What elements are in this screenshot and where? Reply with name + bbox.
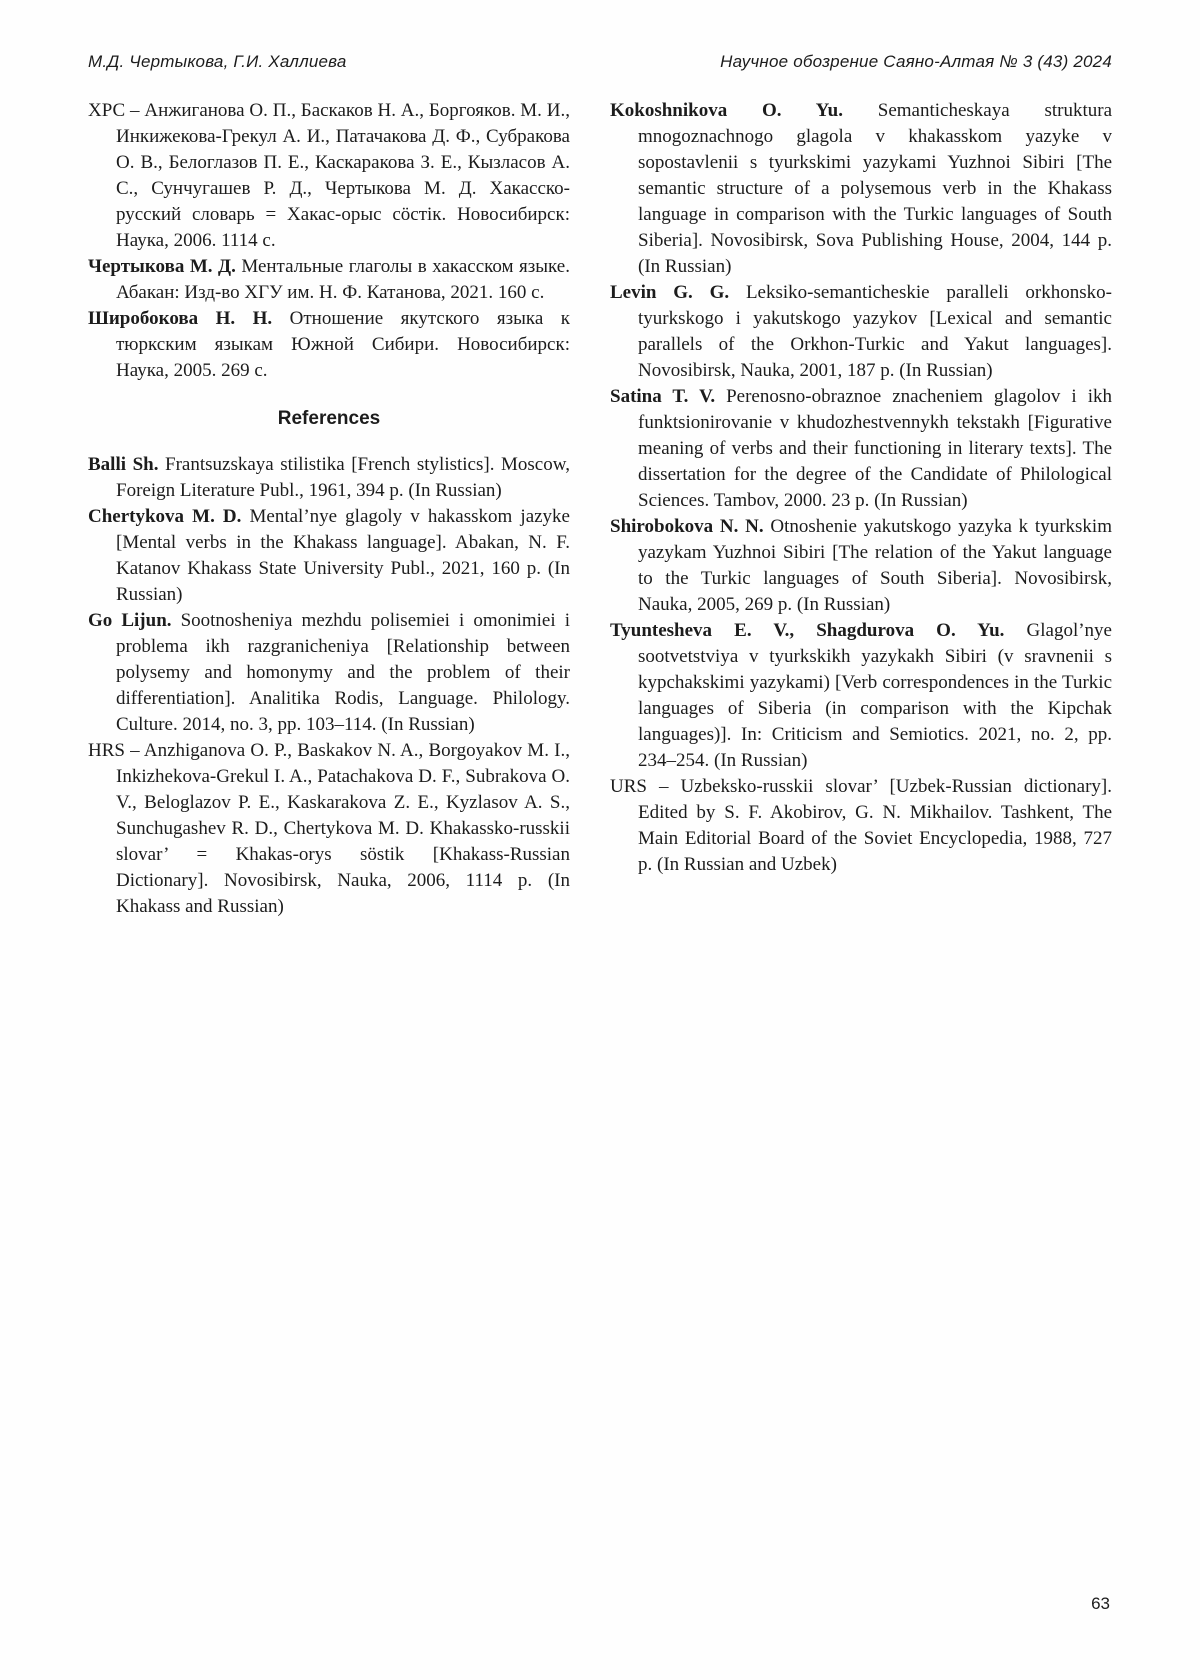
reference-author: Go Lijun. [88,610,172,631]
reference-text: Semanticheskaya struktura mnogoznachnogo glagola v khakasskom yazyke v sopostavlenii s tyurkskimi yazykami Yuzhnoi Sibiri [The semantic structure of a polysemous verb in the Khakass language in comparison with the Turkic languages of South Siberia]. Novosibirsk, Sova Publishing House, 2004, 144 p. (In Russian) [638,100,1112,277]
reference-entry [610,774,1112,878]
reference-author: Balli Sh. [88,454,159,475]
left-column [88,98,570,920]
reference-text: ХРС – Анжиганова О. П., Баскаков Н. А., Боргояков. М. И., Инкижекова-Грекул А. И., Патачакова Д. Ф., Субракова О. В., Белоглазов П. Е., Каскаракова З. Е., Кызласов А. С., Сунчугашев Р. Д., Чертыкова М. Д. Хакасско-русский словарь = Хакас-орыс сöстік. Новосибирск: Наука, 2006. 1114 с. [88,100,570,251]
reference-text: Отношение якутского языка к тюркским языкам Южной Сибири. Новосибирск: Наука, 2005. 269 с. [116,308,571,381]
reference-entry [88,608,570,738]
reference-entry [88,504,570,608]
references-columns [88,98,1112,920]
reference-text: Leksiko-semanticheskie paralleli orkhonsko-tyurkskogo i yakutskogo yazykov [Lexical and semantic parallels of the Orkhon-Turkic and Yakut languages]. Novosibirsk, Nauka, 2001, 187 p. (In Russian) [638,282,1112,381]
page-header [88,52,1112,72]
header-journal-title: Научное обозрение Саяно-Алтая № 3 (43) 2024 [720,52,1112,71]
reference-author: Чертыкова М. Д. [88,256,236,277]
reference-entry [88,254,570,306]
reference-text: Ментальные глаголы в хакасском языке. Абакан: Изд-во ХГУ им. Н. Ф. Катанова, 2021. 160 с. [116,256,570,303]
reference-author: Levin G. G. [610,282,730,303]
reference-author: Kokoshnikova O. Yu. [610,100,843,121]
reference-text: Mental’nye glagoly v hakasskom jazyke [Mental verbs in the Khakass language]. Abakan, N. F. Katanov Khakass State University Publ., 2021, 160 p. (In Russian) [116,506,570,605]
reference-author: Shirobokova N. N. [610,516,764,537]
reference-text: Perenosno-obraznoe znacheniem glagolov i ikh funktsionirovanie v khudozhestvennykh tekstakh [Figurative meaning of verbs and their functioning in literary texts]. The dissertation for the degree of the Candidate of Philological Sciences. Tambov, 2000. 23 p. (In Russian) [638,386,1112,511]
reference-entry [610,618,1112,774]
header-authors: М.Д. Чертыкова, Г.И. Халлиева [88,52,347,71]
reference-text: Glagol’nye sootvetstviya v tyurkskikh yazykakh Sibiri (v sravnenii s kypchakskimi yazykami) [Verb correspondences in the Turkic languages of Siberia (in comparison with the Kipchak languages)]. In: Criticism and Semiotics. 2021, no. 2, pp. 234–254. (In Russian) [638,620,1112,771]
reference-entry [88,98,570,254]
reference-text: URS – Uzbeksko-russkii slovar’ [Uzbek-Russian dictionary]. Edited by S. F. Akobirov, G. N. Mikhailov. Tashkent, The Main Editorial Board of the Soviet Encyclopedia, 1988, 727 p. (In Russian and Uzbek) [610,776,1112,875]
reference-text: HRS – Anzhiganova O. P., Baskakov N. A., Borgoyakov M. I., Inkizhekova-Grekul I. A., Patachakova D. F., Subrakova O. V., Beloglazov P. E., Kaskarakova Z. E., Kyzlasov A. S., Sunchugashev R. D., Chertykova M. D. Khakassko-russkii slovar’ = Khakas-orys söstik [Khakass-Russian Dictionary]. Novosibirsk, Nauka, 2006, 1114 p. (In Khakass and Russian) [88,740,570,917]
reference-entry [88,452,570,504]
reference-entry [88,306,570,384]
reference-entry [610,98,1112,280]
reference-text: Sootnosheniya mezhdu polisemiei i omonimiei i problema ikh razgranicheniya [Relationship between polysemy and homonymy and the problem of their differentiation]. Analitika Rodis, Language. Philology. Culture. 2014, no. 3, pp. 103–114. (In Russian) [116,610,570,735]
reference-entry [610,280,1112,384]
reference-text: Otnoshenie yakutskogo yazyka k tyurkskim yazykam Yuzhnoi Sibiri [The relation of the Yakut language to the Turkic languages of South Siberia]. Novosibirsk, Nauka, 2005, 269 p. (In Russian) [638,516,1112,615]
right-column [610,98,1112,920]
reference-text: Frantsuzskaya stilistika [French stylistics]. Moscow, Foreign Literature Publ., 1961, 394 p. (In Russian) [116,454,570,501]
references-heading: References [277,408,381,429]
reference-entry [88,738,570,920]
reference-author: Chertykova M. D. [88,506,242,527]
reference-author: Tyuntesheva E. V., Shagdurova O. Yu. [610,620,1005,641]
page-number: 63 [1091,1594,1110,1613]
reference-author: Широбокова Н. Н. [88,308,273,329]
reference-author: Satina T. V. [610,386,716,407]
reference-entry [610,384,1112,514]
reference-entry [610,514,1112,618]
